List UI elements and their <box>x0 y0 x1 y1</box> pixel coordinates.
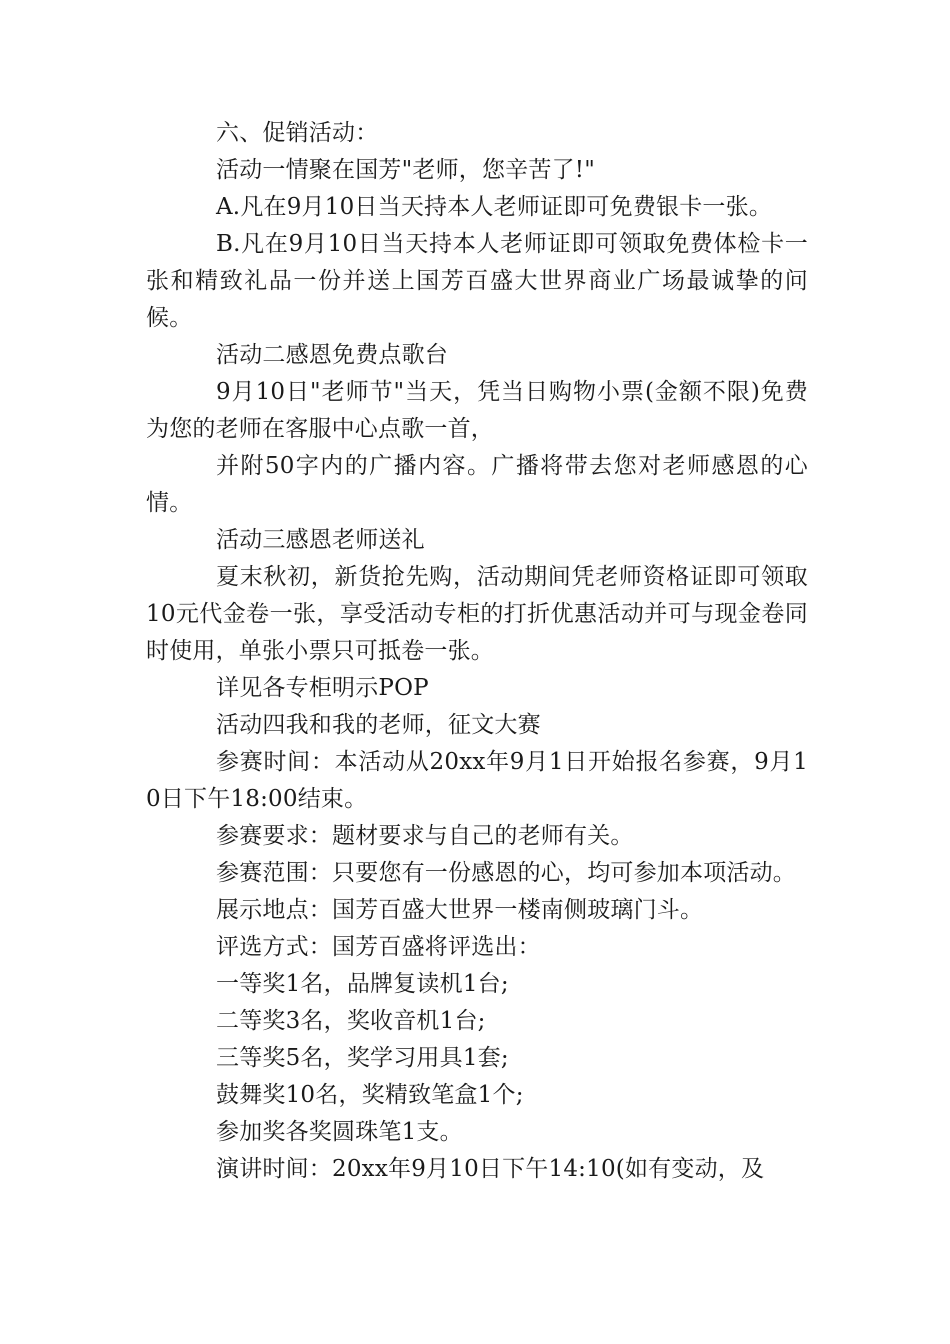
paragraph: 参赛要求：题材要求与自己的老师有关。 <box>216 823 634 849</box>
prize-item: 鼓舞奖10名，奖精致笔盒1个; <box>216 1082 524 1108</box>
prize-item: 三等奖5名，奖学习用具1套; <box>216 1045 509 1071</box>
activity-title: 活动一情聚在国芳"老师，您辛苦了!" <box>216 157 596 183</box>
activity-title: 活动二感恩免费点歌台 <box>216 342 448 368</box>
paragraph: 参赛时间：本活动从20xx年9月1日开始报名参赛，9月10日下午18:00结束。 <box>146 749 808 812</box>
paragraph: 详见各专柜明示POP <box>216 675 429 701</box>
paragraph: 9月10日"老师节"当天，凭当日购物小票(金额不限)免费为您的老师在客服中心点歌一首， <box>146 379 808 442</box>
activity-title: 活动三感恩老师送礼 <box>216 527 425 553</box>
paragraph: 演讲时间：20xx年9月10日下午14:10(如有变动，及 <box>216 1156 765 1182</box>
paragraph: 评选方式：国芳百盛将评选出： <box>216 934 541 960</box>
section-heading: 六、促销活动： <box>216 120 379 146</box>
paragraph: A.凡在9月10日当天持本人老师证即可免费银卡一张。 <box>216 194 773 220</box>
activity-title: 活动四我和我的老师，征文大赛 <box>216 712 541 738</box>
paragraph: 并附50字内的广播内容。广播将带去您对老师感恩的心情。 <box>146 453 808 516</box>
paragraph: 展示地点：国芳百盛大世界一楼南侧玻璃门斗。 <box>216 897 704 923</box>
paragraph: 参赛范围：只要您有一份感恩的心，均可参加本项活动。 <box>216 860 796 886</box>
prize-item: 参加奖各奖圆珠笔1支。 <box>216 1119 463 1145</box>
prize-item: 一等奖1名，品牌复读机1台; <box>216 971 509 997</box>
document-body <box>146 115 808 1188</box>
prize-item: 二等奖3名，奖收音机1台; <box>216 1008 486 1034</box>
paragraph: B.凡在9月10日当天持本人老师证即可领取免费体检卡一张和精致礼品一份并送上国芳百盛大世界商业广场最诚挚的问候。 <box>146 231 808 331</box>
paragraph: 夏末秋初，新货抢先购，活动期间凭老师资格证即可领取10元代金卷一张，享受活动专柜的打折优惠活动并可与现金卷同时使用，单张小票只可抵卷一张。 <box>146 564 808 664</box>
